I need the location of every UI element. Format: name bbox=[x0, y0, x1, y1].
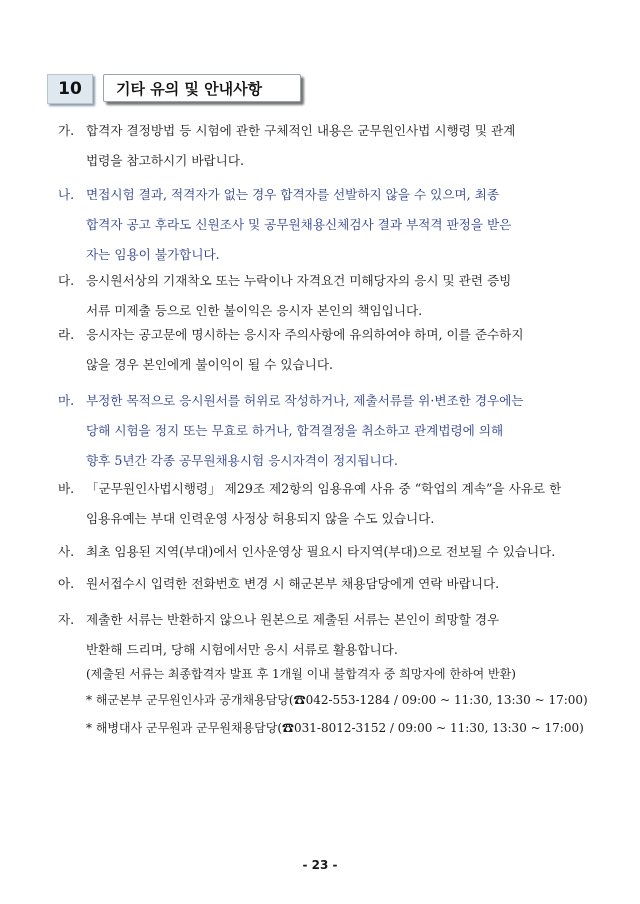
item-marker: 라. bbox=[58, 327, 75, 342]
notice-item bbox=[58, 180, 598, 270]
notice-item bbox=[58, 474, 598, 534]
item-line: 면접시험 결과, 적격자가 없는 경우 합격자를 선발하지 않을 수 있으며, 최종 bbox=[86, 187, 500, 202]
notice-item bbox=[58, 116, 598, 176]
item-marker: 자. bbox=[58, 612, 75, 627]
contact-note: * 해군본부 군무원인사과 공개채용담당(☎042-553-1284 / 09:00 ~ 11:30, 13:30 ~ 17:00) bbox=[86, 693, 588, 707]
item-line: 향후 5년간 각종 공무원채용시험 응시자격이 정지됩니다. bbox=[86, 453, 398, 468]
notice-item bbox=[58, 569, 598, 599]
item-marker: 바. bbox=[58, 481, 75, 496]
item-line: 「군무원인사법시행령」 제29조 제2항의 임용유예 사유 중 “학업의 계속”을 사유로 한 bbox=[86, 481, 562, 496]
item-line: 부정한 목적으로 응시원서를 허위로 작성하거나, 제출서류를 위·변조한 경우에는 bbox=[86, 393, 524, 408]
item-line: 당해 시험을 정지 또는 무효로 하거나, 합격결정을 취소하고 관계법령에 의해 bbox=[86, 423, 504, 438]
return-note: (제출된 서류는 최종합격자 발표 후 1개월 이내 불합격자 중 희망자에 한하여 반환) bbox=[86, 667, 516, 681]
item-line: 않을 경우 본인에게 불이익이 될 수 있습니다. bbox=[86, 357, 334, 372]
item-line: 임용유예는 부대 인력운영 사정상 허용되지 않을 수도 있습니다. bbox=[86, 511, 435, 526]
notice-item bbox=[58, 537, 598, 567]
item-marker: 마. bbox=[58, 393, 75, 408]
item-line: 반환해 드리며, 당해 시험에서만 응시 서류로 활용합니다. bbox=[86, 642, 398, 657]
item-marker: 나. bbox=[58, 187, 75, 202]
item-line: 제출한 서류는 반환하지 않으나 원본으로 제출된 서류는 본인이 희망할 경우 bbox=[86, 612, 500, 627]
notice-item bbox=[58, 320, 598, 380]
section-title: 기타 유의 및 안내사항 bbox=[103, 74, 301, 102]
item-line: 합격자 공고 후라도 신원조사 및 공무원채용신체검사 결과 부적격 판정을 받은 bbox=[86, 217, 512, 232]
item-line: 응시자는 공고문에 명시하는 응시자 주의사항에 유의하여야 하며, 이를 준수하지 bbox=[86, 327, 524, 342]
notice-item bbox=[58, 386, 598, 476]
item-marker: 아. bbox=[58, 576, 75, 591]
item-marker: 가. bbox=[58, 123, 75, 138]
item-line: 응시원서상의 기재착오 또는 누락이나 자격요건 미해당자의 응시 및 관련 증빙 bbox=[86, 273, 512, 288]
contact-note: * 해병대사 군무원과 군무원채용담당(☎031-8012-3152 / 09:00 ~ 11:30, 13:30 ~ 17:00) bbox=[86, 721, 584, 735]
item-line: 원서접수시 입력한 전화번호 변경 시 해군본부 채용담당에게 연락 바랍니다. bbox=[86, 576, 500, 591]
section-header bbox=[47, 72, 309, 106]
item-line: 법령을 참고하시기 바랍니다. bbox=[86, 153, 244, 168]
section-number: 10 bbox=[47, 74, 93, 104]
item-line: 합격자 결정방법 등 시험에 관한 구체적인 내용은 군무원인사법 시행령 및 관계 bbox=[86, 123, 516, 138]
notice-item bbox=[58, 266, 598, 326]
notice-item bbox=[58, 605, 598, 665]
item-line: 자는 임용이 불가합니다. bbox=[86, 247, 220, 262]
item-line: 최초 임용된 지역(부대)에서 인사운영상 필요시 타지역(부대)으로 전보될 수 있습니다. bbox=[86, 544, 556, 559]
item-marker: 다. bbox=[58, 273, 75, 288]
page-number: - 23 - bbox=[302, 858, 338, 872]
item-marker: 사. bbox=[58, 544, 75, 559]
item-line: 서류 미제출 등으로 인한 불이익은 응시자 본인의 책임입니다. bbox=[86, 303, 423, 318]
